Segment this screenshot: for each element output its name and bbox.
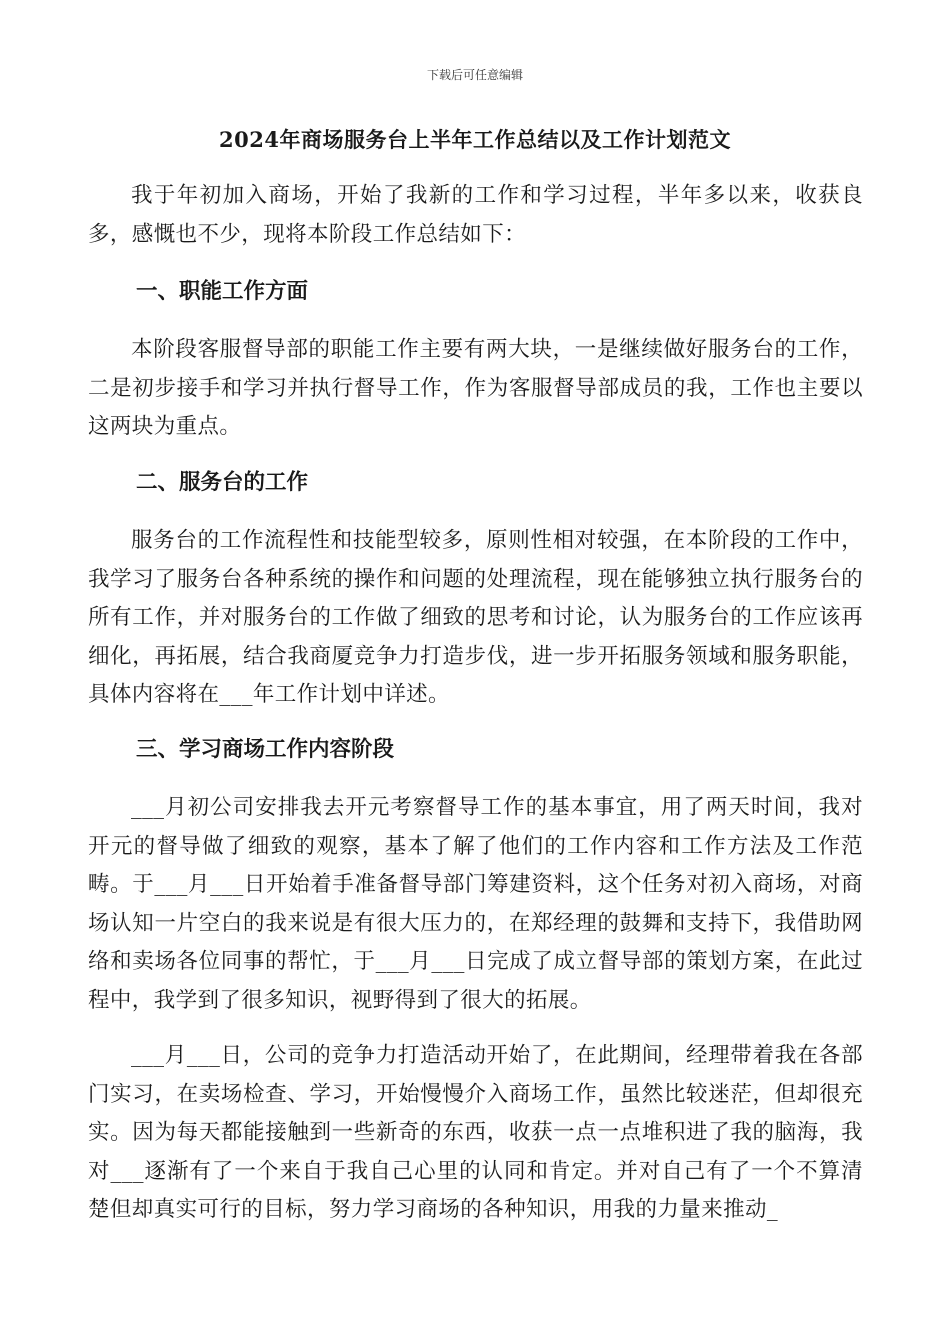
document-title: 2024年商场服务台上半年工作总结以及工作计划范文 — [219, 127, 731, 152]
section-3-paragraph-1: ___月初公司安排我去开元考察督导工作的基本事宜，用了两天时间，我对开元的督导做了细致的观察，基本了解了他们的工作内容和工作方法及工作范畴。于___月___日开始着手准备督导部门筹建资料，这个任务对初入商场，对商场认知一片空白的我来说是有很大压力的，在郑经理的鼓舞和支持下，我借助网络和卖场各位同事的帮忙，于___月___日完成了成立督导部的策划方案，在此过程中，我学到了很多知识，视野得到了很大的拓展。 — [88, 795, 863, 1013]
section-2-paragraph: 服务台的工作流程性和技能型较多，原则性相对较强，在本阶段的工作中，我学习了服务台各种系统的操作和问题的处理流程，现在能够独立执行服务台的所有工作，并对服务台的工作做了细致的思考和讨论，认为服务台的工作应该再细化，再拓展，结合我商厦竞争力打造步伐，进一步开拓服务领域和服务职能，具体内容将在___年工作计划中详述。 — [88, 528, 863, 707]
intro-paragraph: 我于年初加入商场，开始了我新的工作和学习过程，半年多以来，收获良多，感慨也不少，现将本阶段工作总结如下： — [88, 183, 863, 247]
section-3-heading: 三、学习商场工作内容阶段 — [136, 737, 395, 762]
section-1-heading: 一、职能工作方面 — [136, 279, 309, 304]
header-note: 下载后可任意编辑 — [426, 68, 523, 82]
section-1-paragraph: 本阶段客服督导部的职能工作主要有两大块，一是继续做好服务台的工作，二是初步接手和学习并执行督导工作，作为客服督导部成员的我，工作也主要以这两块为重点。 — [88, 337, 863, 439]
section-2-heading: 二、服务台的工作 — [136, 470, 309, 495]
section-3-paragraph-2: ___月___日，公司的竞争力打造活动开始了，在此期间，经理带着我在各部门实习，在卖场检查、学习，开始慢慢介入商场工作，虽然比较迷茫，但却很充实。因为每天都能接触到一些新奇的东西，收获一点一点堆积进了我的脑海，我对___逐渐有了一个来自于我自己心里的认同和肯定。并对自己有了一个不算清楚但却真实可行的目标，努力学习商场的各种知识，用我的力量来推动_ — [88, 1043, 863, 1222]
